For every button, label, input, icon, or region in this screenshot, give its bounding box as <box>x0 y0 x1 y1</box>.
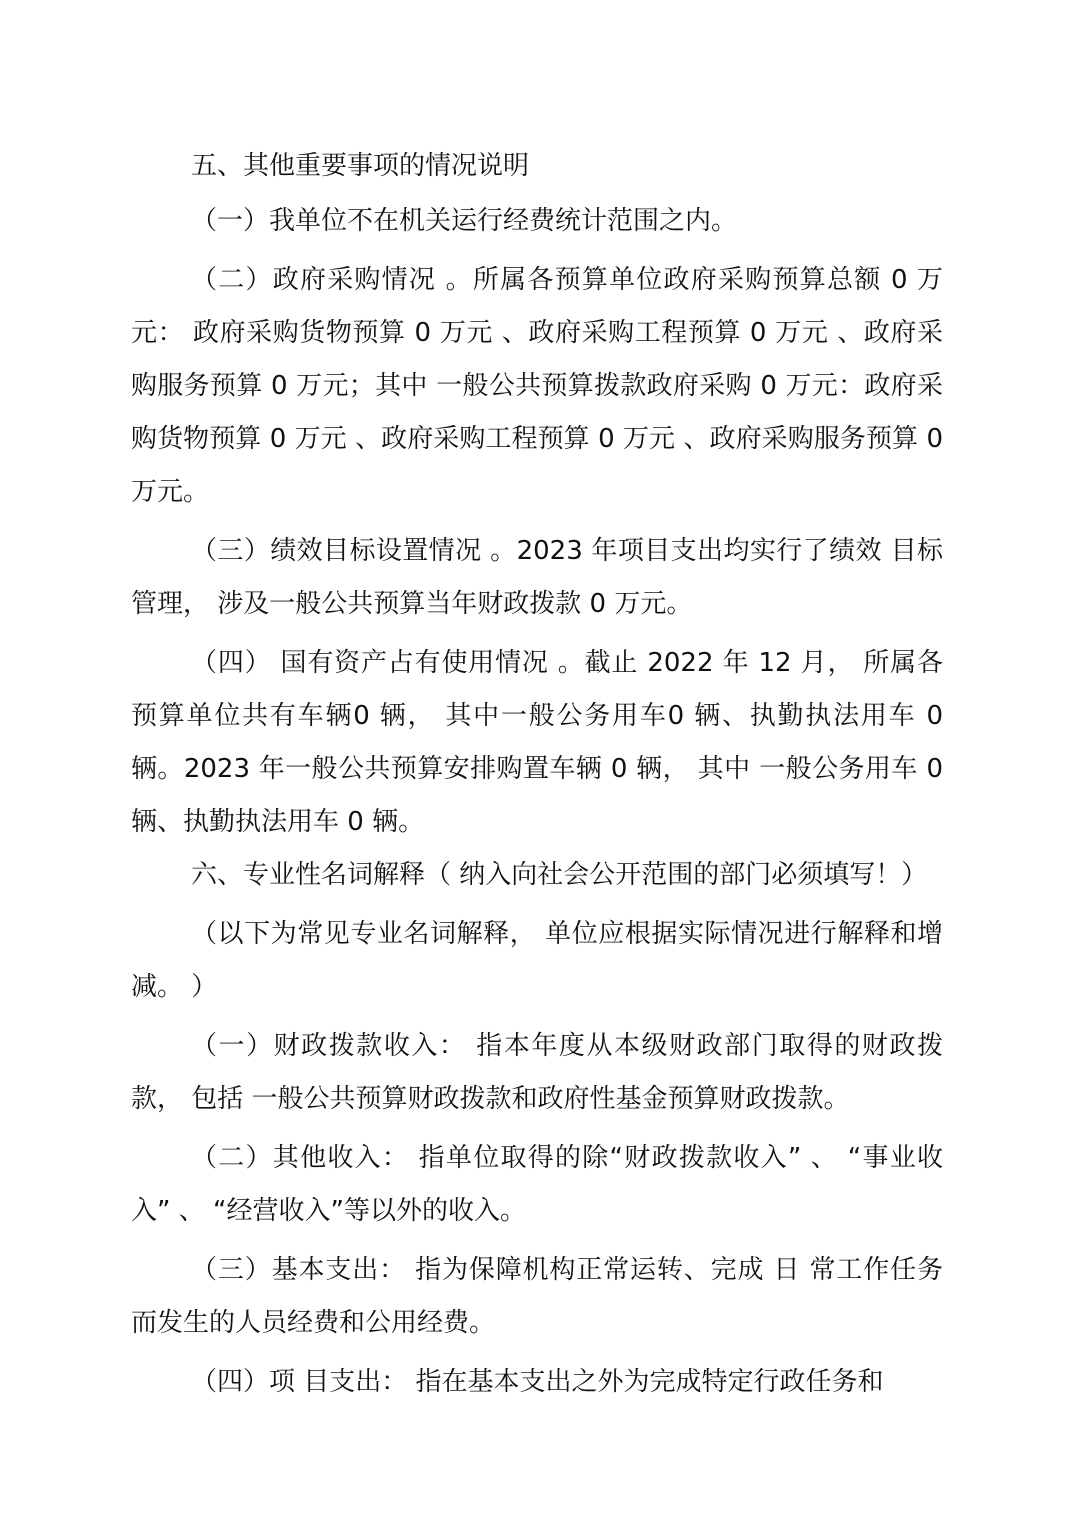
paragraph-government-procurement: （二）政府采购情况 。所属各预算单位政府采购预算总额 0 万元： 政府采购货物预算 0 万元 、政府采购工程预算 0 万元 、政府采购服务预算 0 万元；其中 一般公共预算拨款政府采购 0 万元：政府采购货物预算 0 万元 、政府采购工程预算 0 万元 、政府采购服务预算 0 万元。 <box>131 265 943 507</box>
paragraph-terms-note: （以下为常见专业名词解释， 单位应根据实际情况进行解释和增减。 ） <box>131 919 943 1002</box>
section-heading-terms: 六、专业性名词解释（ 纳入向社会公开范围的部门必须填写！） <box>191 860 928 890</box>
paragraph-operating-expenses: （一）我单位不在机关运行经费统计范围之内。 <box>191 206 738 236</box>
paragraph-project-expenditure: （四）项 目支出： 指在基本支出之外为完成特定行政任务和 <box>191 1367 884 1397</box>
section-heading-other-matters: 五、其他重要事项的情况说明 <box>191 151 530 181</box>
document-body <box>131 140 943 1409</box>
paragraph-other-revenue: （二）其他收入： 指单位取得的除“财政拨款收入” 、 “事业收入” 、 “经营收入”等以外的收入。 <box>131 1143 943 1226</box>
paragraph-basic-expenditure: （三）基本支出： 指为保障机构正常运转、完成 日 常工作任务而发生的人员经费和公用经费。 <box>131 1255 943 1338</box>
paragraph-state-assets: （四） 国有资产占有使用情况 。截止 2022 年 12 月， 所属各预算单位共有车辆0 辆， 其中一般公务用车0 辆、执勤执法用车 0 辆。2023 年一般公共预算安排购置车辆 0 辆， 其中 一般公务用车 0 辆、执勤执法用车 0 辆。 <box>131 648 943 837</box>
paragraph-fiscal-revenue: （一）财政拨款收入： 指本年度从本级财政部门取得的财政拨款， 包括 一般公共预算财政拨款和政府性基金预算财政拨款。 <box>131 1031 943 1114</box>
paragraph-performance-targets: （三）绩效目标设置情况 。2023 年项目支出均实行了绩效 目标管理， 涉及一般公共预算当年财政拨款 0 万元。 <box>131 536 943 619</box>
